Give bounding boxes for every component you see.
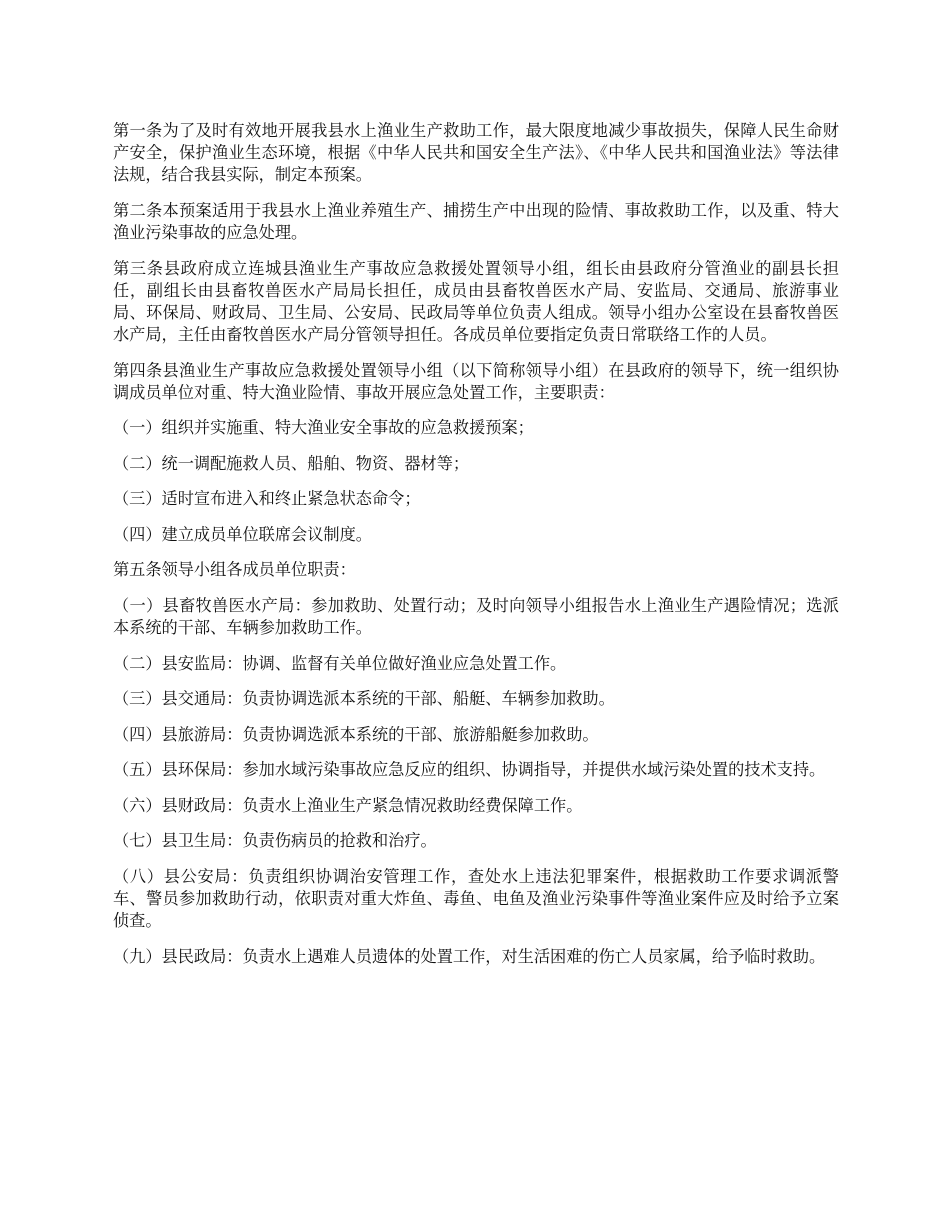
paragraph-article-5-item-4: （四）县旅游局：负责协调选派本系统的干部、旅游船艇参加救助。 [113, 724, 599, 744]
paragraph-article-1: 第一条为了及时有效地开展我县水上渔业生产救助工作，最大限度地减少事故损失，保障人民生命财产安全，保护渔业生态环境，根据《中华人民共和国安全生产法》、《中华人民共和国渔业法》等法律法规，结合我县实际，制定本预案。 [113, 121, 839, 185]
paragraph-article-3: 第三条县政府成立连城县渔业生产事故应急救援处置领导小组，组长由县政府分管渔业的副县长担任，副组长由县畜牧兽医水产局局长担任，成员由县畜牧兽医水产局、安监局、交通局、旅游事业局、环保局、财政局、卫生局、公安局、民政局等单位负责人组成。领导小组办公室设在县畜牧兽医水产局，主任由畜牧兽医水产局分管领导担任。各成员单位要指定负责日常联络工作的人员。 [113, 258, 839, 345]
paragraph-article-5-item-3: （三）县交通局：负责协调选派本系统的干部、船艇、车辆参加救助。 [113, 689, 615, 709]
paragraph-article-4-item-2: （二）统一调配施救人员、船舶、物资、器材等； [113, 453, 470, 473]
paragraph-article-5-item-9: （九）县民政局：负责水上遇难人员遗体的处置工作，对生活困难的伤亡人员家属，给予临时救助。 [113, 946, 826, 966]
document-body [113, 120, 839, 981]
paragraph-article-5: 第五条领导小组各成员单位职责： [113, 560, 356, 580]
paragraph-article-5-item-2: （二）县安监局：协调、监督有关单位做好渔业应急处置工作。 [113, 653, 567, 673]
paragraph-article-5-item-7: （七）县卫生局：负责伤病员的抢救和治疗。 [113, 831, 437, 851]
paragraph-article-5-item-5: （五）县环保局：参加水域污染事故应急反应的组织、协调指导，并提供水域污染处置的技术支持。 [113, 760, 826, 780]
paragraph-article-4: 第四条县渔业生产事故应急救援处置领导小组（以下简称领导小组）在县政府的领导下，统一组织协调成员单位对重、特大渔业险情、事故开展应急处置工作，主要职责： [113, 360, 839, 402]
paragraph-article-2: 第二条本预案适用于我县水上渔业养殖生产、捕捞生产中出现的险情、事故救助工作，以及重、特大渔业污染事故的应急处理。 [113, 200, 839, 243]
paragraph-article-5-item-6: （六）县财政局：负责水上渔业生产紧急情况救助经费保障工作。 [113, 795, 583, 815]
paragraph-article-5-item-8: （八）县公安局：负责组织协调治安管理工作，查处水上违法犯罪案件，根据救助工作要求调派警车、警员参加救助行动，依职责对重大炸鱼、毒鱼、电鱼及渔业污染事件等渔业案件应及时给予立案侦查。 [113, 866, 839, 931]
paragraph-article-4-item-4: （四）建立成员单位联席会议制度。 [113, 524, 372, 544]
paragraph-article-4-item-3: （三）适时宣布进入和终止紧急状态命令； [113, 489, 421, 509]
paragraph-article-4-item-1: （一）组织并实施重、特大渔业安全事故的应急救援预案； [113, 418, 534, 438]
paragraph-article-5-item-1: （一）县畜牧兽医水产局：参加救助、处置行动；及时向领导小组报告水上渔业生产遇险情况；选派本系统的干部、车辆参加救助工作。 [113, 595, 839, 638]
